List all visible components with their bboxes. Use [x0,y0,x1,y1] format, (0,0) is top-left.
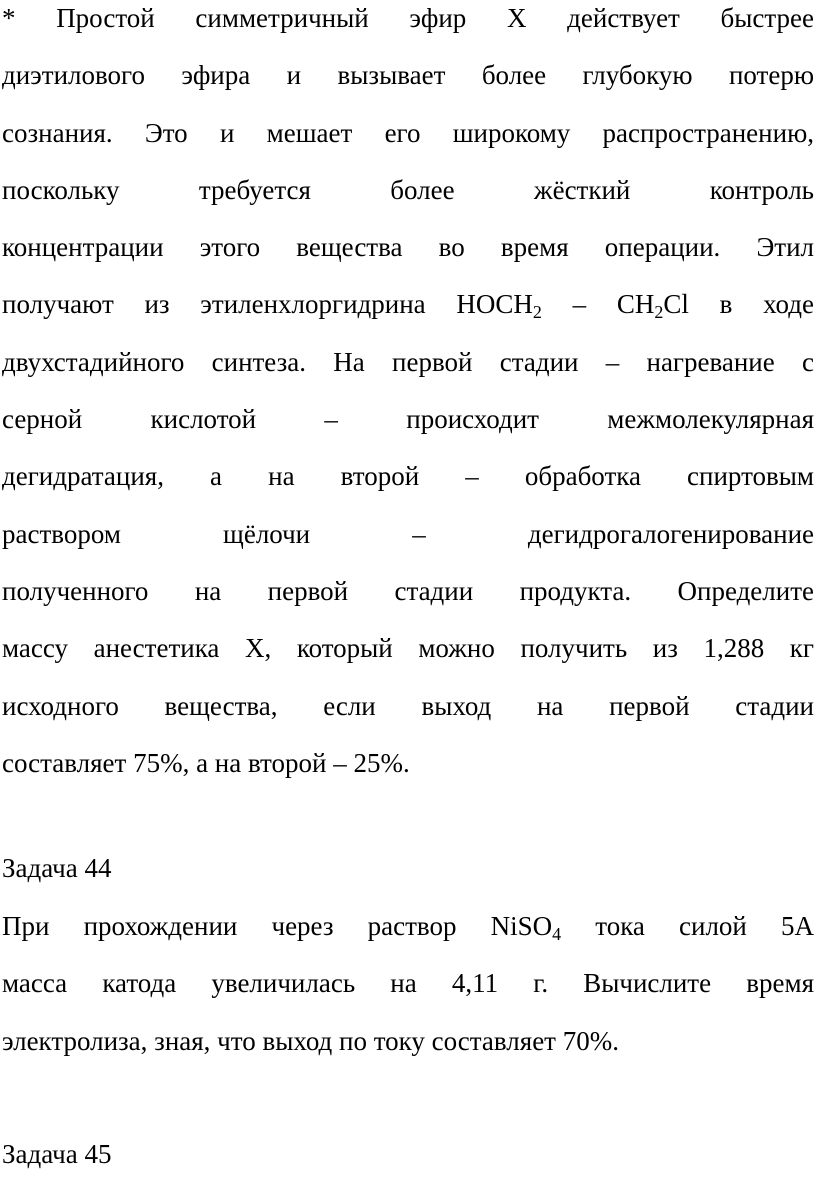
text-line: электролиза, зная, что выход по току составляет 70%. [2,1025,619,1056]
problem-45-heading: Задача 45 [2,1139,112,1169]
text-line: * Простой симметричный эфир X действует быстрее [2,3,814,33]
text-line-formula: При прохождении через раствор NiSO$_4$ тока силой 5А [2,911,814,944]
text-line-formula: получают из этиленхлоргидрина $HOCH_2 - CH_2Cl$ в ходе [2,289,814,323]
text-line: составляет 75%, а на второй – 25%. [2,747,410,778]
text-line: дегидратация, а на второй – обработка спиртовым [2,461,814,492]
text-line: концентрации этого вещества во время операции. Этил [2,232,814,263]
text-line: массу анестетика X, который можно получить из 1,288 кг [2,633,814,664]
text-line: исходного вещества, если выход на первой стадии [2,690,814,721]
problem-44-heading: Задача 44 [2,853,112,883]
text-line: полученного на первой стадии продукта. Определите [2,575,814,606]
problem-43-text [2,0,814,792]
text-line: масса катода увеличилась на 4,11 г. Вычислите время [2,968,814,999]
text-line: поскольку требуется более жёсткий контроль [2,174,814,205]
problem-44-text [2,898,814,1070]
text-line: сознания. Это и мешает его широкому распространению, [2,117,814,148]
subscript: 2 [532,302,542,323]
text-line: диэтилового эфира и вызывает более глубокую потерю [2,60,814,91]
text-line: двухстадийного синтеза. На первой стадии – нагревание с [2,346,814,377]
text-line: серной кислотой – происходит межмолекулярная [2,404,814,435]
subscript: 2 [654,302,664,323]
subscript: 4 [552,924,562,944]
text-line: раствором щёлочи – дегидрогалогенирование [2,518,814,549]
